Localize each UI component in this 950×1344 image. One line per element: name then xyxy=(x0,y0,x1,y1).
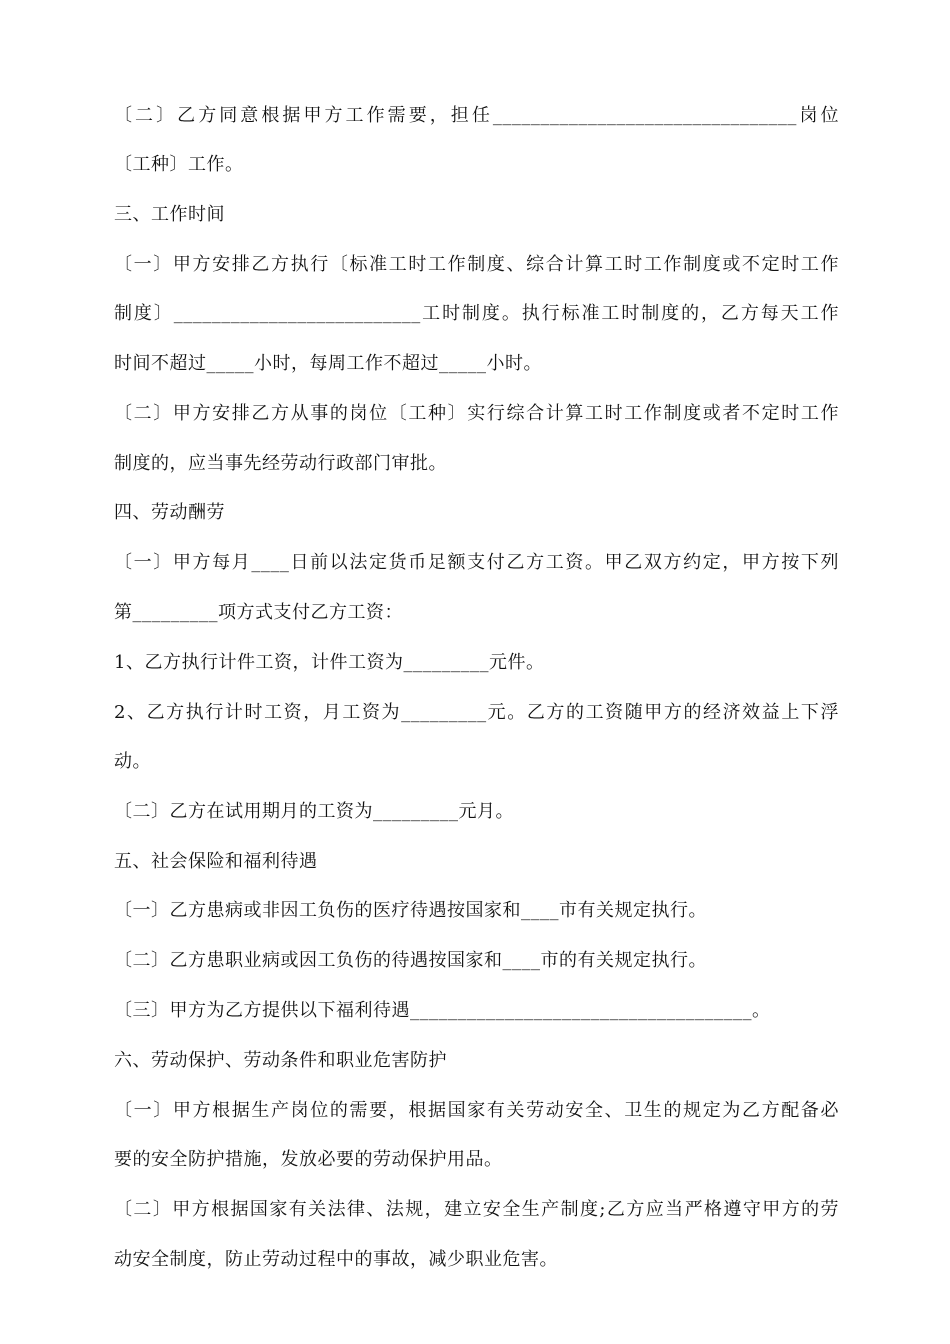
text-line: 〔三〕甲方为乙方提供以下福利待遇____________________________________。 xyxy=(114,1000,771,1021)
text-line: 制度的，应当事先经劳动行政部门审批。 xyxy=(114,453,447,474)
text-line: 动。 xyxy=(114,751,151,772)
text-line: 1、乙方执行计件工资，计件工资为_________元件。 xyxy=(114,652,545,673)
text-line: 时间不超过_____小时，每周工作不超过_____小时。 xyxy=(114,353,542,374)
text-line: 〔二〕甲方根据国家有关法律、法规，建立安全生产制度;乙方应当严格遵守甲方的劳 xyxy=(114,1199,839,1220)
section-heading: 三、工作时间 xyxy=(114,204,225,225)
section-heading: 六、劳动保护、劳动条件和职业危害防护 xyxy=(114,1050,447,1071)
text-line: 〔一〕甲方根据生产岗位的需要，根据国家有关劳动安全、卫生的规定为乙方配备必 xyxy=(114,1100,839,1121)
text-line: 〔工种〕工作。 xyxy=(114,154,244,175)
text-line: 制度〕__________________________工时制度。执行标准工时制度的，乙方每天工作 xyxy=(114,303,839,324)
section-heading: 四、劳动酬劳 xyxy=(114,502,225,523)
text-line: 〔二〕乙方同意根据甲方工作需要，担任________________________________岗位 xyxy=(114,105,839,126)
text-line: 〔二〕乙方患职业病或因工负伤的待遇按国家和____市的有关规定执行。 xyxy=(114,950,707,971)
text-line: 动安全制度，防止劳动过程中的事故，减少职业危害。 xyxy=(114,1249,558,1270)
text-line: 〔二〕乙方在试用期月的工资为_________元月。 xyxy=(114,801,514,822)
text-line: 2、乙方执行计时工资，月工资为_________元。乙方的工资随甲方的经济效益上下浮 xyxy=(114,702,839,723)
text-line: 〔二〕甲方安排乙方从事的岗位〔工种〕实行综合计算工时工作制度或者不定时工作 xyxy=(114,403,839,424)
section-heading: 五、社会保险和福利待遇 xyxy=(114,851,318,872)
text-line: 〔一〕甲方安排乙方执行〔标准工时工作制度、综合计算工时工作制度或不定时工作 xyxy=(114,254,839,275)
text-line: 要的安全防护措施，发放必要的劳动保护用品。 xyxy=(114,1149,503,1170)
text-line: 〔一〕乙方患病或非因工负伤的医疗待遇按国家和____市有关规定执行。 xyxy=(114,900,707,921)
text-line: 〔一〕甲方每月____日前以法定货币足额支付乙方工资。甲乙双方约定，甲方按下列 xyxy=(114,552,839,573)
text-line: 第_________项方式支付乙方工资： xyxy=(114,602,403,623)
